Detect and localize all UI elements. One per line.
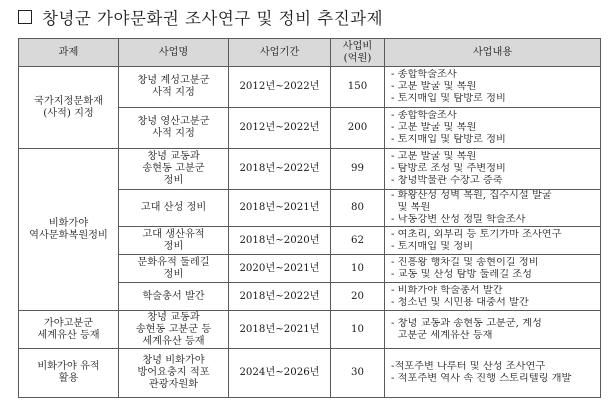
task-cell: 국가지정문화재 (사적) 지정 bbox=[19, 67, 119, 149]
projects-table bbox=[18, 38, 601, 398]
period-cell: 2012년~2022년 bbox=[229, 67, 331, 108]
task-cell: 비화가야 역사문화복원정비 bbox=[19, 149, 119, 311]
header-budget: 사업비 (억원) bbox=[331, 39, 385, 67]
budget-cell: 80 bbox=[331, 190, 385, 227]
task-cell: 비화가야 유적 활용 bbox=[19, 349, 119, 398]
header-period: 사업기간 bbox=[229, 39, 331, 67]
content-cell bbox=[385, 67, 601, 108]
checkbox-square-icon bbox=[18, 10, 32, 24]
content-line: 고분군 세계유산 등재 bbox=[391, 329, 493, 341]
content-line: - 적포주변 역사 속 진행 스토리텔링 개발 bbox=[391, 373, 572, 384]
period-cell: 2018년~2020년 bbox=[229, 227, 331, 255]
project-cell: 창녕 계성고분군 사적 지정 bbox=[119, 67, 229, 108]
content-cell bbox=[385, 227, 601, 255]
table-row bbox=[19, 311, 601, 349]
project-cell: 창녕 교동과 송현동 고분군 등 세계유산 등재 bbox=[119, 311, 229, 349]
budget-cell: 10 bbox=[331, 311, 385, 349]
content-line: - 비화가야 학술총서 발간 bbox=[391, 284, 503, 296]
budget-cell: 30 bbox=[331, 349, 385, 398]
content-cell bbox=[385, 349, 601, 398]
table-header-row bbox=[19, 39, 601, 67]
content-line: - 교동 및 산성 탐방 둘레길 조성 bbox=[391, 268, 532, 280]
project-cell: 창녕 영산고분군 사적 지정 bbox=[119, 108, 229, 149]
content-line: - 진흥왕 행차길 및 송현이길 정비 bbox=[391, 256, 539, 268]
table-body bbox=[19, 67, 601, 398]
project-cell: 고대 생산유적 정비 bbox=[119, 227, 229, 255]
content-line: - 탐방로 조성 및 주변정비 bbox=[391, 163, 506, 174]
budget-cell: 62 bbox=[331, 227, 385, 255]
content-line: - 화왕산성 성벽 복원, 집수시설 발굴 bbox=[391, 190, 552, 201]
table-row bbox=[19, 349, 601, 398]
budget-cell: 200 bbox=[331, 108, 385, 149]
period-cell: 2018년~2022년 bbox=[229, 149, 331, 190]
project-cell: 고대 산성 정비 bbox=[119, 190, 229, 227]
period-cell: 2018년~2021년 bbox=[229, 311, 331, 349]
content-line: - 종합학술조사 bbox=[391, 69, 457, 80]
period-cell: 2012년~2022년 bbox=[229, 108, 331, 149]
task-cell: 가야고분군 세계유산 등재 bbox=[19, 311, 119, 349]
header-content: 사업내용 bbox=[385, 39, 601, 67]
content-line: - 창녕 교동과 송현동 고분군, 계성 bbox=[391, 317, 542, 329]
content-cell bbox=[385, 311, 601, 349]
table-row bbox=[19, 67, 601, 108]
content-line: - 고분 발굴 및 복원 bbox=[391, 122, 477, 133]
content-line: -적포주변 나루터 및 산성 조사연구 bbox=[391, 361, 546, 372]
project-cell: 문화유적 둘레길 정비 bbox=[119, 255, 229, 283]
content-line: - 청소년 및 시민용 대중서 발간 bbox=[391, 296, 529, 308]
title-text: 창녕군 가야문화권 조사연구 및 정비 추진과제 bbox=[42, 9, 384, 28]
content-cell bbox=[385, 283, 601, 311]
content-line: - 종합학술조사 bbox=[391, 110, 457, 121]
page-title bbox=[12, 4, 383, 30]
content-line: - 고분 발굴 및 복원 bbox=[391, 151, 477, 162]
header-project: 사업명 bbox=[119, 39, 229, 67]
budget-cell: 150 bbox=[331, 67, 385, 108]
period-cell: 2024년~2026년 bbox=[229, 349, 331, 398]
content-line: - 창녕박물관 수장고 증축 bbox=[391, 175, 503, 186]
budget-cell: 20 bbox=[331, 283, 385, 311]
content-line: - 낙동강변 산성 정밀 학술조사 bbox=[391, 214, 526, 225]
content-cell bbox=[385, 255, 601, 283]
content-cell bbox=[385, 149, 601, 190]
table-row bbox=[19, 149, 601, 190]
period-cell: 2018년~2021년 bbox=[229, 190, 331, 227]
header-task: 과제 bbox=[19, 39, 119, 67]
project-cell: 창녕 비화가야 방어요충지 적포 관광자원화 bbox=[119, 349, 229, 398]
content-line: - 토지매입 및 탐방로 정비 bbox=[391, 93, 506, 104]
content-line: - 고분 발굴 및 복원 bbox=[391, 81, 477, 92]
content-line: - 토지매입 및 정비 bbox=[391, 240, 474, 252]
content-cell bbox=[385, 108, 601, 149]
budget-cell: 99 bbox=[331, 149, 385, 190]
content-line: - 토지매입 및 탐방로 정비 bbox=[391, 134, 506, 145]
content-line: 및 복원 bbox=[391, 202, 431, 213]
project-cell: 창녕 교동과 송현동 고분군 정비 bbox=[119, 149, 229, 190]
period-cell: 2018년~2022년 bbox=[229, 283, 331, 311]
budget-cell: 10 bbox=[331, 255, 385, 283]
period-cell: 2020년~2021년 bbox=[229, 255, 331, 283]
project-cell: 학술총서 발간 bbox=[119, 283, 229, 311]
content-cell bbox=[385, 190, 601, 227]
content-line: - 여초리, 외부리 등 토기가마 조사연구 bbox=[391, 228, 562, 240]
